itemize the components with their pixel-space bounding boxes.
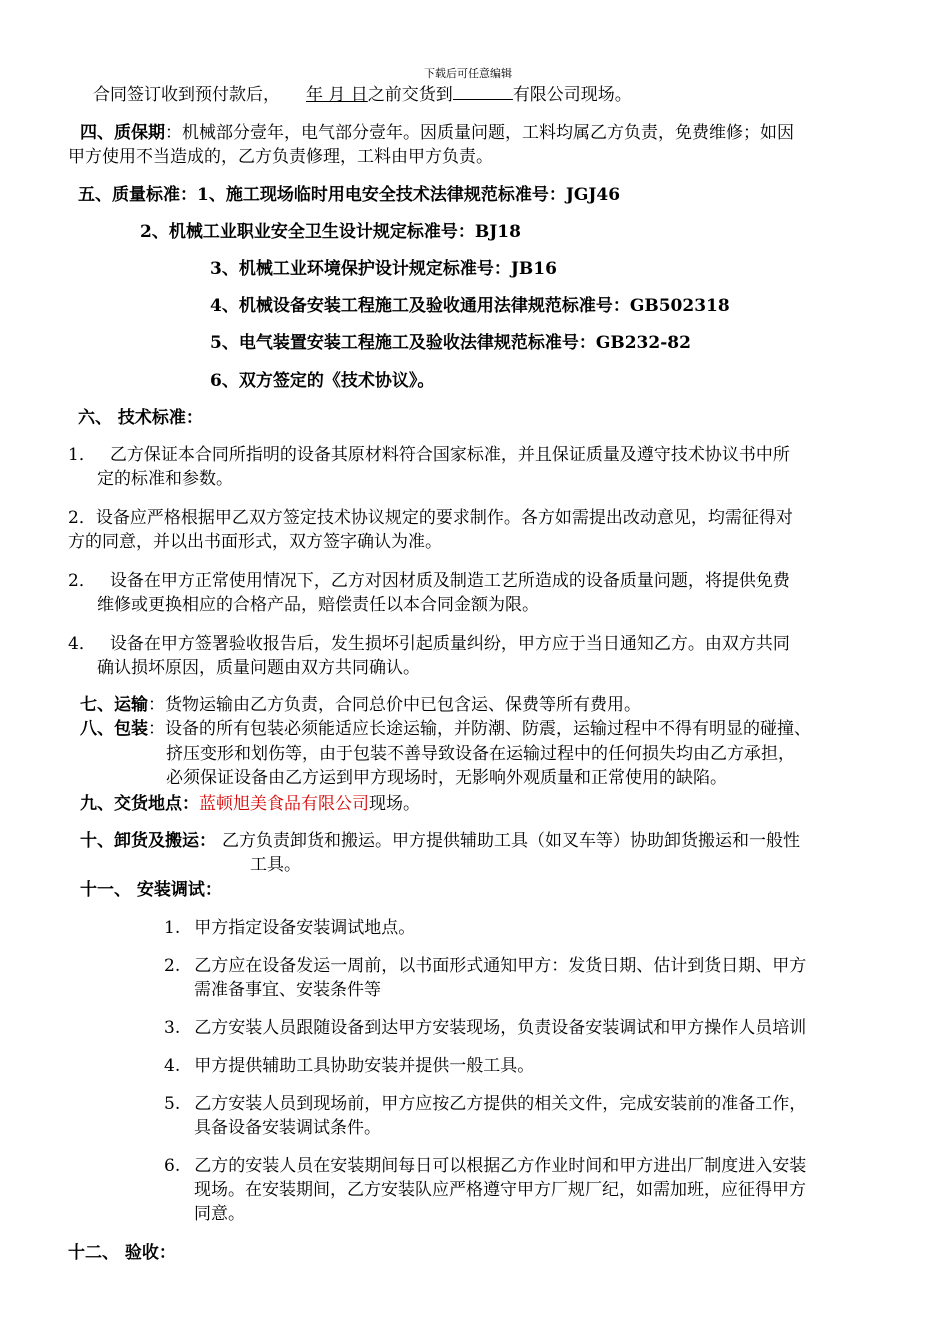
section-11-item-5-line-2: 具备设备安装调试条件。 [194,1118,381,1138]
section-7-text: ：货物运输由乙方负责，合同总价中已包含运、保费等所有费用。 [148,695,641,715]
section-6-p1-text-1: 乙方保证本合同所指明的设备其原材料符合国家标准，并且保证质量及遵守技术协议书中所 [109,445,790,465]
section-6-p4-num: 4． [68,634,96,654]
section-5-item-5: 5、电气装置安装工程施工及验收法律规范标准号：GB232-82 [210,333,691,353]
section-11-item-2-line-2: 需准备事宜、安装条件等 [194,980,381,1000]
section-8-text-3: 必须保证设备由乙方运到甲方现场时，无影响外观质量和正常使用的缺陷。 [166,768,727,788]
section-4-title: 四、质保期 [80,123,165,143]
section-10-title: 十、卸货及搬运： [80,831,216,851]
section-5-item-2: 2、机械工业职业安全卫生设计规定标准号：BJ18 [140,222,521,242]
list-item-text: 乙方的安装人员在安装期间每日可以根据乙方作业时间和甲方进出厂制度进入安装 [194,1156,807,1176]
section-6-title: 六、 技术标准： [78,408,203,428]
list-item-number: 1. [164,918,181,938]
intro-suffix: 有限公司现场。 [512,85,632,105]
section-10-text-1: 乙方负责卸货和搬运。甲方提供辅助工具（如叉车等）协助卸货搬运和一般性 [222,831,800,851]
intro-date-blank: 年 月 日 [306,85,368,105]
intro-line [93,84,632,106]
section-8-text-1: ：设备的所有包装必须能适应长途运输，并防潮、防震，运输过程中不得有明显的碰撞、 [148,719,811,739]
section-6-p4-line-1 [68,633,790,655]
section-10-text-2: 工具。 [250,855,301,875]
section-6-p3-num: 2． [68,571,96,591]
section-9-company: 蓝顿旭美食品有限公司 [199,794,369,814]
section-5-item-3: 3、机械工业环境保护设计规定标准号：JB16 [210,259,557,279]
section-7-title: 七、运输 [80,695,148,715]
section-6-p4-text-1: 设备在甲方签署验收报告后，发生损坏引起质量纠纷，甲方应于当日通知乙方。由双方共同 [109,634,790,654]
section-5-title: 五、质量标准： [78,185,197,205]
section-5-item-6: 6、双方签定的《技术协议》。 [210,371,435,391]
section-11-title: 十一、 安装调试： [80,880,222,900]
section-11-item-1 [164,917,415,939]
section-11-item-4 [164,1055,534,1077]
intro-prefix: 合同签订收到预付款后， [93,85,280,105]
section-6-p2-text-2: 方的同意，并以出书面形式，双方签字确认为准。 [68,532,442,552]
section-6-p3-text-2: 维修或更换相应的合格产品，赔偿责任以本合同金额为限。 [97,595,539,615]
section-11-item-6 [164,1155,806,1177]
list-item-text: 乙方应在设备发运一周前，以书面形式通知甲方：发货日期、估计到货日期、甲方 [194,956,807,976]
section-5-line-1 [78,184,620,206]
list-item-text: 乙方安装人员到现场前，甲方应按乙方提供的相关文件，完成安装前的准备工作， [194,1094,807,1114]
section-4-text-2: 甲方使用不当造成的，乙方负责修理，工料由甲方负责。 [68,147,493,167]
section-7-line [80,694,641,716]
section-5-item-1: 1、施工现场临时用电安全技术法律规范标准号：JGJ46 [197,185,621,205]
section-5-item-4: 4、机械设备安装工程施工及验收通用法律规范标准号：GB502318 [210,296,730,316]
section-12-title: 十二、 验收： [68,1243,176,1263]
section-6-p2-text-1: 2．设备应严格根据甲乙双方签定技术协议规定的要求制作。各方如需提出改动意见，均需征得对 [68,508,793,528]
section-9-title: 九、交货地点： [80,794,199,814]
section-6-p1-num: 1． [68,445,96,465]
section-11-item-5 [164,1093,806,1115]
section-9-suffix: 现场。 [369,794,420,814]
header-note: 下载后可任意编辑 [424,67,512,80]
section-4-text-1: ：机械部分壹年，电气部分壹年。因质量问题，工料均属乙方负责，免费维修；如因 [165,123,794,143]
section-8-title: 八、包装 [80,719,148,739]
section-6-p1-text-2: 定的标准和参数。 [97,469,233,489]
section-6-p3-text-1: 设备在甲方正常使用情况下，乙方对因材质及制造工艺所造成的设备质量问题，将提供免费 [109,571,790,591]
section-11-item-6-line-2: 现场。在安装期间，乙方安装队应严格遵守甲方厂规厂纪，如需加班，应征得甲方 [194,1180,806,1200]
list-item-number: 2. [164,956,181,976]
section-8-line-1 [80,718,811,740]
section-6-p4-text-2: 确认损坏原因，质量问题由双方共同确认。 [97,658,420,678]
list-item-number: 4. [164,1056,181,1076]
list-item-number: 5. [164,1094,181,1114]
section-11-item-2 [164,955,806,977]
section-8-text-2: 挤压变形和划伤等，由于包装不善导致设备在运输过程中的任何损失均由乙方承担， [166,744,795,764]
intro-mid: 之前交货到 [367,85,453,105]
section-11-item-3 [164,1017,806,1039]
section-10-line-1 [80,830,800,852]
list-item-text: 甲方提供辅助工具协助安装并提供一般工具。 [194,1056,535,1076]
list-item-number: 3. [164,1018,181,1038]
list-item-number: 6. [164,1156,181,1176]
section-4-line-1 [80,122,794,144]
section-9-line [80,793,420,815]
list-item-text: 甲方指定设备安装调试地点。 [194,918,416,938]
section-6-p3-line-1 [68,570,790,592]
intro-company-blank [453,85,513,100]
section-11-item-6-line-3: 同意。 [194,1204,245,1224]
section-6-p1-line-1 [68,444,790,466]
list-item-text: 乙方安装人员跟随设备到达甲方安装现场，负责设备安装调试和甲方操作人员培训 [194,1018,807,1038]
